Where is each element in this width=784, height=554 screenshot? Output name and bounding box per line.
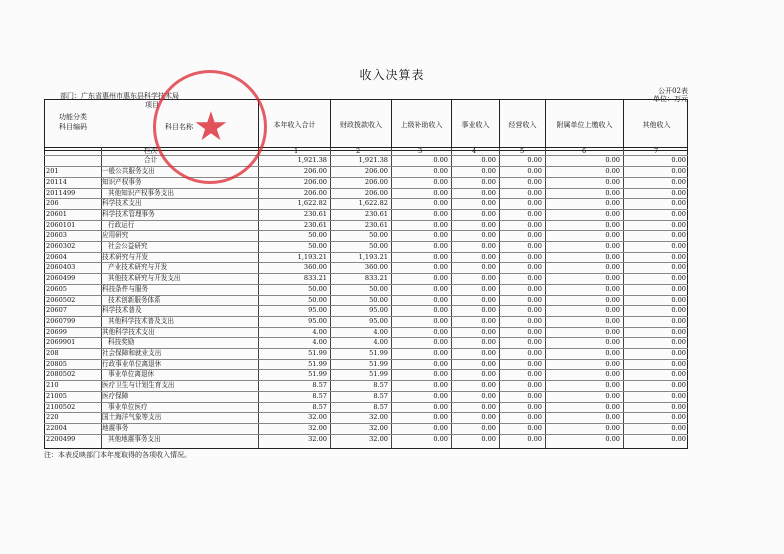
row-value-col-5: 0.00 — [527, 231, 542, 240]
row-value-col-7: 0.00 — [671, 242, 686, 250]
row-value-col-3: 0.00 — [433, 349, 448, 357]
table-row — [44, 360, 688, 369]
row-value-col-5: 0.00 — [527, 434, 542, 443]
col-number-2: 2 — [356, 147, 361, 155]
row-value-col-2: 50.00 — [369, 295, 388, 304]
row-value-col-6: 0.00 — [605, 306, 620, 315]
row-value-col-7: 0.00 — [671, 370, 686, 379]
row-value-col-3: 0.00 — [433, 242, 448, 250]
row-value-col-7: 0.00 — [671, 423, 686, 432]
row-value-col-4: 0.00 — [481, 338, 496, 347]
row-name: 社会公益研究 — [108, 242, 148, 250]
header-subject-name: 科目名称 — [165, 123, 193, 131]
row-value-col-2: 8.57 — [373, 391, 388, 400]
row-value-col-4: 0.00 — [481, 220, 496, 229]
row-value-col-7: 0.00 — [671, 413, 686, 422]
table-row — [44, 285, 688, 294]
row-value-col-5: 0.00 — [527, 242, 542, 250]
row-value-col-3: 0.00 — [433, 156, 448, 165]
table-row — [44, 413, 688, 422]
row-value-col-7: 0.00 — [671, 359, 686, 368]
row-value-col-1: 51.99 — [308, 359, 327, 368]
row-name: 其他技术研究与开发支出 — [108, 274, 181, 283]
row-code: 2100502 — [46, 402, 76, 411]
row-value-col-1: 95.00 — [308, 316, 327, 325]
row-code: 2011499 — [46, 188, 76, 197]
row-code: 20603 — [46, 231, 67, 240]
page-title: 收入决算表 — [359, 68, 425, 82]
row-value-col-2: 50.00 — [369, 242, 388, 250]
row-code: 22004 — [46, 423, 67, 432]
row-value-col-7: 0.00 — [671, 381, 686, 390]
row-value-col-3: 0.00 — [433, 423, 448, 432]
row-value-col-5: 0.00 — [527, 306, 542, 315]
table-row — [44, 221, 688, 230]
row-value-col-4: 0.00 — [481, 391, 496, 400]
row-code: 20607 — [46, 306, 67, 315]
row-value-col-1: 1,193.21 — [297, 252, 327, 261]
row-value-col-7: 0.00 — [671, 349, 686, 357]
row-value-col-7: 0.00 — [671, 177, 686, 186]
row-name: 产业技术研究与开发 — [108, 263, 168, 272]
row-value-col-4: 0.00 — [481, 413, 496, 422]
row-value-col-6: 0.00 — [605, 220, 620, 229]
row-name: 科学技术支出 — [102, 199, 142, 208]
row-value-col-4: 0.00 — [481, 209, 496, 218]
row-name: 国土海洋气象等支出 — [102, 413, 162, 422]
table-row — [44, 349, 688, 358]
row-value-col-5: 0.00 — [527, 177, 542, 186]
row-value-col-1: 206.00 — [303, 188, 327, 197]
row-value-col-1: 50.00 — [308, 295, 327, 304]
row-name: 技术研究与开发 — [102, 252, 149, 261]
row-value-col-5: 0.00 — [527, 209, 542, 218]
row-value-col-4: 0.00 — [481, 349, 496, 357]
row-value-col-3: 0.00 — [433, 284, 448, 293]
row-value-col-1: 50.00 — [308, 242, 327, 250]
row-value-col-4: 0.00 — [481, 370, 496, 379]
footnote: 注：本表反映部门本年度取得的各项收入情况。 — [44, 451, 191, 459]
row-value-col-4: 0.00 — [481, 242, 496, 250]
row-code: 2060499 — [46, 274, 76, 283]
row-value-col-7: 0.00 — [671, 402, 686, 411]
row-value-col-3: 0.00 — [433, 381, 448, 390]
row-value-col-6: 0.00 — [605, 391, 620, 400]
row-value-col-5: 0.00 — [527, 274, 542, 283]
row-value-col-5: 0.00 — [527, 263, 542, 272]
row-value-col-6: 0.00 — [605, 284, 620, 293]
row-name: 技术创新服务体系 — [108, 295, 161, 304]
header-item: 项目 — [145, 101, 159, 109]
row-value-col-7: 0.00 — [671, 434, 686, 443]
row-name: 合计 — [144, 156, 158, 165]
row-value-col-4: 0.00 — [481, 188, 496, 197]
row-value-col-1: 4.00 — [312, 327, 327, 336]
row-value-col-5: 0.00 — [527, 370, 542, 379]
row-value-col-5: 0.00 — [527, 402, 542, 411]
row-code: 20805 — [46, 359, 67, 368]
table-row — [44, 435, 688, 444]
row-value-col-7: 0.00 — [671, 167, 686, 176]
row-value-col-7: 0.00 — [671, 252, 686, 261]
row-value-col-2: 51.99 — [369, 359, 388, 368]
row-value-col-6: 0.00 — [605, 434, 620, 443]
row-value-col-5: 0.00 — [527, 381, 542, 390]
table-row — [44, 242, 688, 251]
row-value-col-6: 0.00 — [605, 423, 620, 432]
row-value-col-2: 4.00 — [373, 338, 388, 347]
row-value-col-4: 0.00 — [481, 252, 496, 261]
seal-star-icon: ★ — [193, 104, 229, 150]
row-name: 医疗保障 — [102, 391, 129, 400]
row-value-col-6: 0.00 — [605, 274, 620, 283]
row-value-col-6: 0.00 — [605, 231, 620, 240]
unit-label: 单位：万元 — [653, 95, 688, 103]
row-value-col-6: 0.00 — [605, 252, 620, 261]
row-value-col-6: 0.00 — [605, 413, 620, 422]
row-value-col-6: 0.00 — [605, 242, 620, 250]
row-value-col-7: 0.00 — [671, 220, 686, 229]
row-value-col-5: 0.00 — [527, 156, 542, 165]
row-value-col-6: 0.00 — [605, 177, 620, 186]
row-value-col-3: 0.00 — [433, 167, 448, 176]
row-code: 208 — [46, 349, 59, 357]
table-row — [44, 424, 688, 433]
row-value-col-3: 0.00 — [433, 327, 448, 336]
row-value-col-3: 0.00 — [433, 177, 448, 186]
row-code: 21005 — [46, 391, 67, 400]
row-value-col-6: 0.00 — [605, 349, 620, 357]
row-value-col-1: 95.00 — [308, 306, 327, 315]
col-number-1: 1 — [294, 147, 299, 155]
table-row — [44, 210, 688, 219]
row-code: 20114 — [46, 177, 67, 186]
col-number-4: 4 — [472, 147, 477, 155]
row-value-col-2: 206.00 — [364, 177, 388, 186]
row-value-col-6: 0.00 — [605, 188, 620, 197]
row-value-col-3: 0.00 — [433, 188, 448, 197]
row-name: 社会保障和就业支出 — [102, 349, 162, 357]
row-value-col-5: 0.00 — [527, 316, 542, 325]
row-value-col-2: 206.00 — [364, 167, 388, 176]
table-row — [44, 178, 688, 187]
row-value-col-3: 0.00 — [433, 274, 448, 283]
row-value-col-2: 95.00 — [369, 316, 388, 325]
row-code: 2060302 — [46, 242, 76, 250]
row-value-col-2: 230.61 — [364, 220, 388, 229]
header-col-2: 财政拨款收入 — [330, 100, 391, 150]
row-value-col-2: 95.00 — [369, 306, 388, 315]
row-value-col-5: 0.00 — [527, 413, 542, 422]
row-value-col-3: 0.00 — [433, 370, 448, 379]
col-number-3: 3 — [418, 147, 423, 155]
row-name: 其他科学技术普及支出 — [108, 316, 174, 325]
row-value-col-1: 32.00 — [308, 413, 327, 422]
row-value-col-4: 0.00 — [481, 306, 496, 315]
row-value-col-4: 0.00 — [481, 434, 496, 443]
row-value-col-3: 0.00 — [433, 413, 448, 422]
row-name: 科学技术管理事务 — [102, 209, 155, 218]
row-value-col-4: 0.00 — [481, 263, 496, 272]
row-value-col-5: 0.00 — [527, 199, 542, 208]
row-value-col-3: 0.00 — [433, 402, 448, 411]
table-row — [44, 199, 688, 208]
table-row — [44, 338, 688, 347]
row-value-col-2: 833.21 — [364, 274, 388, 283]
row-name: 事业单位离退休 — [108, 370, 155, 379]
row-value-col-2: 50.00 — [369, 231, 388, 240]
row-code: 2060101 — [46, 220, 76, 229]
row-code: 220 — [46, 413, 59, 422]
row-value-col-2: 51.99 — [369, 349, 388, 357]
row-value-col-1: 8.57 — [312, 381, 327, 390]
row-value-col-1: 4.00 — [312, 338, 327, 347]
row-value-col-5: 0.00 — [527, 295, 542, 304]
row-value-col-3: 0.00 — [433, 231, 448, 240]
row-value-col-4: 0.00 — [481, 177, 496, 186]
row-code: 2060502 — [46, 295, 76, 304]
col-number-7: 7 — [654, 147, 659, 155]
table-header — [44, 99, 688, 151]
table-row — [44, 328, 688, 337]
row-code: 20604 — [46, 252, 67, 261]
row-code: 2080502 — [46, 370, 76, 379]
header-func-code: 功能分类 科目编码 — [59, 113, 87, 131]
row-value-col-5: 0.00 — [527, 359, 542, 368]
table-row — [44, 403, 688, 412]
row-value-col-6: 0.00 — [605, 199, 620, 208]
row-value-col-2: 230.61 — [364, 209, 388, 218]
row-name: 科技条件与服务 — [102, 284, 149, 293]
row-value-col-4: 0.00 — [481, 199, 496, 208]
row-value-col-2: 8.57 — [373, 402, 388, 411]
row-value-col-3: 0.00 — [433, 359, 448, 368]
row-value-col-2: 1,193.21 — [358, 252, 388, 261]
row-code: 201 — [46, 167, 59, 176]
row-value-col-6: 0.00 — [605, 402, 620, 411]
row-value-col-1: 833.21 — [303, 274, 327, 283]
row-value-col-7: 0.00 — [671, 231, 686, 240]
row-value-col-1: 50.00 — [308, 231, 327, 240]
row-value-col-3: 0.00 — [433, 306, 448, 315]
row-value-col-5: 0.00 — [527, 220, 542, 229]
row-value-col-3: 0.00 — [433, 338, 448, 347]
row-value-col-3: 0.00 — [433, 252, 448, 261]
row-value-col-5: 0.00 — [527, 284, 542, 293]
row-value-col-1: 8.57 — [312, 391, 327, 400]
row-value-col-7: 0.00 — [671, 316, 686, 325]
row-value-col-2: 1,622.82 — [358, 199, 388, 208]
row-value-col-2: 360.00 — [364, 263, 388, 272]
row-value-col-6: 0.00 — [605, 167, 620, 176]
row-name: 科技奖励 — [108, 338, 135, 347]
row-value-col-2: 1,921.38 — [358, 156, 388, 165]
row-value-col-3: 0.00 — [433, 263, 448, 272]
row-value-col-7: 0.00 — [671, 284, 686, 293]
header-col-7: 其他收入 — [623, 100, 689, 150]
row-value-col-2: 4.00 — [373, 327, 388, 336]
row-value-col-1: 32.00 — [308, 434, 327, 443]
department-label: 部门：广东省惠州市惠东县科学技术局 — [60, 92, 179, 100]
row-value-col-5: 0.00 — [527, 327, 542, 336]
row-code: 206 — [46, 199, 59, 208]
row-value-col-3: 0.00 — [433, 391, 448, 400]
table-row — [44, 231, 688, 240]
row-code: 2060403 — [46, 263, 76, 272]
row-value-col-1: 1,622.82 — [297, 199, 327, 208]
table-row — [44, 370, 688, 379]
row-value-col-3: 0.00 — [433, 316, 448, 325]
row-name: 行政事业单位离退休 — [102, 359, 162, 368]
row-value-col-7: 0.00 — [671, 306, 686, 315]
row-value-col-7: 0.00 — [671, 263, 686, 272]
row-value-col-1: 51.99 — [308, 370, 327, 379]
row-value-col-2: 50.00 — [369, 284, 388, 293]
row-value-col-4: 0.00 — [481, 381, 496, 390]
row-value-col-5: 0.00 — [527, 167, 542, 176]
row-value-col-5: 0.00 — [527, 391, 542, 400]
row-name: 知识产权事务 — [102, 177, 142, 186]
row-value-col-4: 0.00 — [481, 359, 496, 368]
row-value-col-4: 0.00 — [481, 231, 496, 240]
row-value-col-5: 0.00 — [527, 423, 542, 432]
row-value-col-2: 32.00 — [369, 434, 388, 443]
row-value-col-2: 206.00 — [364, 188, 388, 197]
row-value-col-6: 0.00 — [605, 263, 620, 272]
row-code: 2069901 — [46, 338, 76, 347]
row-value-col-4: 0.00 — [481, 402, 496, 411]
table-row — [44, 253, 688, 262]
row-value-col-1: 8.57 — [312, 402, 327, 411]
row-value-col-6: 0.00 — [605, 316, 620, 325]
lanci-label: 栏次 — [144, 147, 158, 155]
row-code: 20605 — [46, 284, 67, 293]
header-col-4: 事业收入 — [451, 100, 499, 150]
row-name: 医疗卫生与计划生育支出 — [102, 381, 175, 390]
row-value-col-6: 0.00 — [605, 338, 620, 347]
header-col-1: 本年收入合计 — [258, 100, 330, 150]
row-value-col-3: 0.00 — [433, 220, 448, 229]
row-name: 行政运行 — [108, 220, 135, 229]
row-value-col-4: 0.00 — [481, 295, 496, 304]
row-value-col-7: 0.00 — [671, 327, 686, 336]
table-row — [44, 263, 688, 272]
row-value-col-7: 0.00 — [671, 209, 686, 218]
header-col-6: 附属单位上缴收入 — [545, 100, 623, 150]
row-name: 其他科学技术支出 — [102, 327, 155, 336]
row-value-col-1: 206.00 — [303, 177, 327, 186]
row-value-col-7: 0.00 — [671, 338, 686, 347]
row-value-col-1: 32.00 — [308, 423, 327, 432]
row-value-col-4: 0.00 — [481, 327, 496, 336]
row-value-col-7: 0.00 — [671, 274, 686, 283]
row-value-col-2: 51.99 — [369, 370, 388, 379]
row-value-col-2: 32.00 — [369, 423, 388, 432]
table-row — [44, 306, 688, 315]
lanci-row — [44, 147, 688, 156]
row-name: 事业单位医疗 — [108, 402, 148, 411]
row-value-col-1: 230.61 — [303, 220, 327, 229]
table-row — [44, 381, 688, 390]
col-number-6: 6 — [582, 147, 587, 155]
row-value-col-1: 50.00 — [308, 284, 327, 293]
row-value-col-5: 0.00 — [527, 188, 542, 197]
row-value-col-3: 0.00 — [433, 434, 448, 443]
row-value-col-6: 0.00 — [605, 209, 620, 218]
row-value-col-2: 8.57 — [373, 381, 388, 390]
row-value-col-2: 32.00 — [369, 413, 388, 422]
row-value-col-5: 0.00 — [527, 338, 542, 347]
row-value-col-6: 0.00 — [605, 295, 620, 304]
row-value-col-6: 0.00 — [605, 156, 620, 165]
row-code: 2060799 — [46, 316, 76, 325]
row-name: 一般公共服务支出 — [102, 167, 155, 176]
row-value-col-5: 0.00 — [527, 349, 542, 357]
row-value-col-6: 0.00 — [605, 327, 620, 336]
row-value-col-1: 51.99 — [308, 349, 327, 357]
header-col-5: 经营收入 — [499, 100, 545, 150]
header-col-3: 上级补助收入 — [391, 100, 451, 150]
row-name: 地震事务 — [102, 423, 129, 432]
row-value-col-3: 0.00 — [433, 209, 448, 218]
col-number-5: 5 — [520, 147, 525, 155]
row-value-col-6: 0.00 — [605, 370, 620, 379]
row-value-col-7: 0.00 — [671, 188, 686, 197]
row-value-col-1: 230.61 — [303, 209, 327, 218]
row-value-col-7: 0.00 — [671, 295, 686, 304]
row-name: 应用研究 — [102, 231, 129, 240]
table-row — [44, 296, 688, 305]
row-code: 20601 — [46, 209, 67, 218]
row-value-col-7: 0.00 — [671, 199, 686, 208]
row-value-col-1: 206.00 — [303, 167, 327, 176]
row-value-col-4: 0.00 — [481, 316, 496, 325]
form-code: 公开02表 — [658, 87, 688, 95]
row-value-col-4: 0.00 — [481, 156, 496, 165]
row-value-col-4: 0.00 — [481, 284, 496, 293]
row-value-col-7: 0.00 — [671, 156, 686, 165]
row-name: 其他地震事务支出 — [108, 434, 161, 443]
row-value-col-1: 1,921.38 — [297, 156, 327, 165]
row-value-col-6: 0.00 — [605, 359, 620, 368]
row-value-col-4: 0.00 — [481, 274, 496, 283]
table-row — [44, 317, 688, 326]
row-code: 20699 — [46, 327, 67, 336]
table-row — [44, 392, 688, 401]
row-name: 其他知识产权事务支出 — [108, 188, 174, 197]
row-value-col-4: 0.00 — [481, 423, 496, 432]
row-value-col-1: 360.00 — [303, 263, 327, 272]
row-code: 2200499 — [46, 434, 76, 443]
row-value-col-6: 0.00 — [605, 381, 620, 390]
table-row — [44, 156, 688, 165]
table-row — [44, 189, 688, 198]
row-value-col-7: 0.00 — [671, 391, 686, 400]
row-code: 210 — [46, 381, 59, 390]
table-row — [44, 167, 688, 176]
row-value-col-3: 0.00 — [433, 199, 448, 208]
row-value-col-3: 0.00 — [433, 295, 448, 304]
row-value-col-5: 0.00 — [527, 252, 542, 261]
row-name: 科学技术普及 — [102, 306, 142, 315]
table-row — [44, 274, 688, 283]
row-value-col-4: 0.00 — [481, 167, 496, 176]
